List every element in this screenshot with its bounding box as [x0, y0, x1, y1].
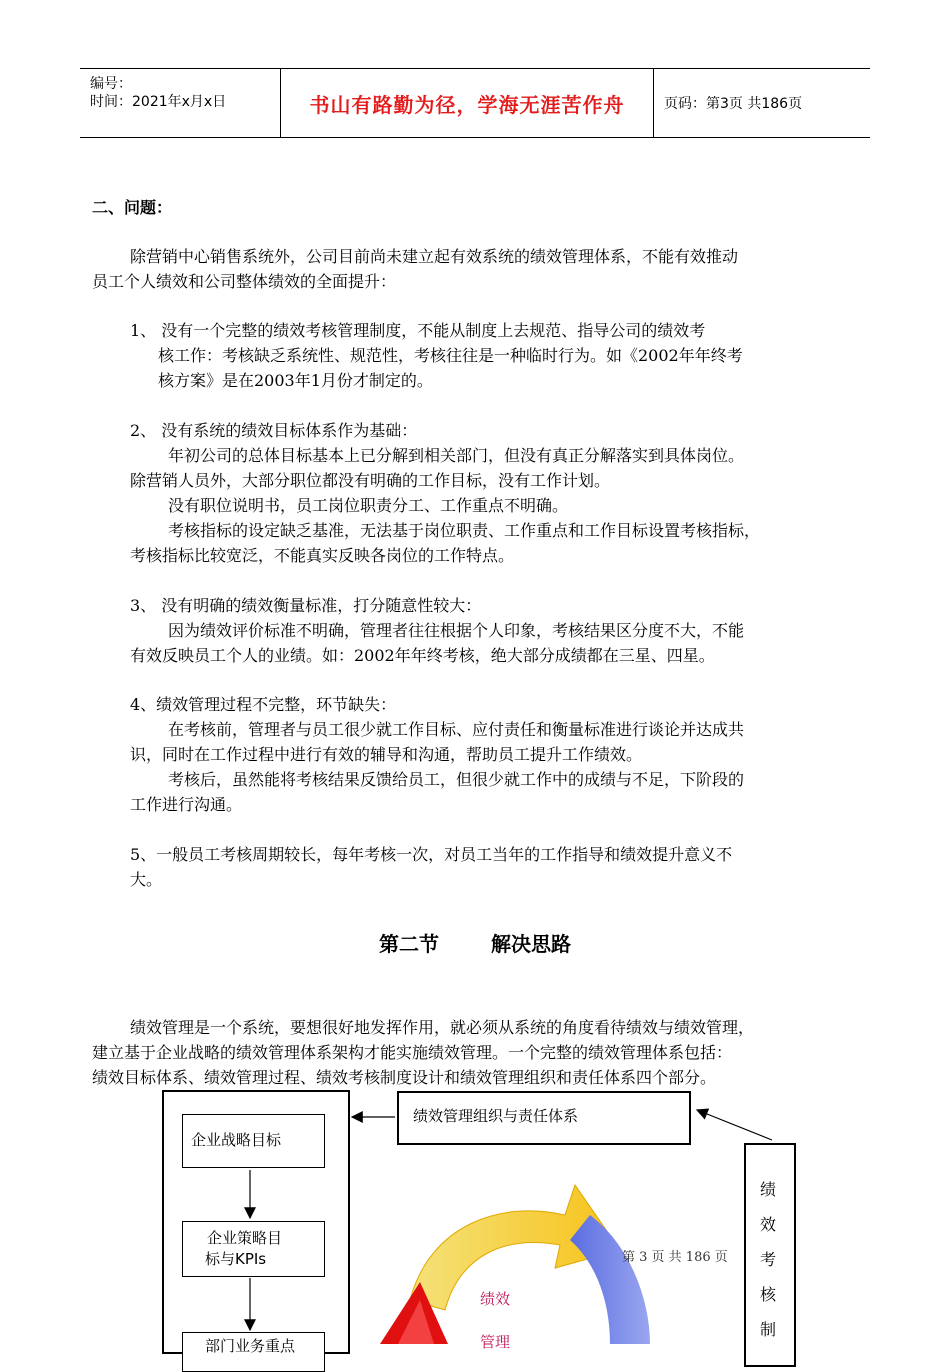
item5-line-2: 大。 — [130, 870, 163, 889]
kpi-label-2: 标与KPIs — [205, 1250, 267, 1268]
item1-line-2: 核工作：考核缺乏系统性、规范性，考核往往是一种临时行为。如《2002年年终考 — [158, 346, 743, 365]
item1-line-3: 核方案》是在2003年1月份才制定的。 — [158, 371, 433, 390]
cycle-label-2: 管理 — [480, 1333, 511, 1351]
blue-cycle-arc — [570, 1215, 650, 1344]
solution-line-1: 绩效管理是一个系统，要想很好地发挥作用，就必须从系统的角度看待绩效与绩效管理， — [130, 1018, 755, 1037]
arrow-system-to-org — [697, 1110, 772, 1140]
appraisal-system-label — [746, 1172, 790, 1347]
page-watermark: 第 3 页 共 186 页 — [622, 1250, 728, 1265]
vertical-char-2: 效 — [759, 1215, 776, 1234]
time-label: 时间：2021年x月x日 — [90, 94, 227, 110]
item2-line-5: 考核指标的设定缺乏基准，无法基于岗位职责、工作重点和工作目标设置考核指标， — [168, 521, 761, 540]
solution-line-2: 建立基于企业战略的绩效管理体系架构才能实施绩效管理。一个完整的绩效管理体系包括： — [92, 1043, 733, 1062]
intro-line-1: 除营销中心销售系统外，公司目前尚未建立起有效系统的绩效管理体系，不能有效推动 — [130, 247, 739, 266]
item4-line-2: 在考核前，管理者与员工很少就工作目标、应付责任和衡量标准进行谈论并达成共 — [168, 720, 745, 739]
section-number: 第二节 — [379, 932, 439, 956]
item2-line-2: 年初公司的总体目标基本上已分解到相关部门，但没有真正分解落实到具体岗位。 — [168, 446, 745, 465]
intro-line-2: 员工个人绩效和公司整体绩效的全面提升： — [92, 272, 397, 291]
kpi-label-1: 企业策略目 — [207, 1229, 283, 1247]
item1-line-1: 1、 没有一个完整的绩效考核管理制度，不能从制度上去规范、指导公司的绩效考 — [130, 321, 706, 340]
strategy-goal-label: 企业战略目标 — [191, 1131, 282, 1149]
vertical-char-5: 制 — [759, 1320, 776, 1339]
item2-line-1: 2、 没有系统的绩效目标体系作为基础： — [130, 421, 418, 440]
strategy-goal-box — [182, 1114, 325, 1168]
vertical-char-4: 核 — [759, 1285, 776, 1304]
solution-line-3: 绩效目标体系、绩效管理过程、绩效考核制度设计和绩效管理组织和责任体系四个部分。 — [92, 1068, 717, 1087]
kpi-box — [182, 1221, 325, 1277]
department-focus-box — [182, 1332, 325, 1372]
item2-line-6: 考核指标比较宽泛，不能真实反映各岗位的工作特点。 — [130, 546, 515, 565]
item5-line-1: 5、一般员工考核周期较长，每年考核一次，对员工当年的工作指导和绩效提升意义不 — [130, 845, 733, 864]
section-heading: 二、问题： — [92, 198, 173, 217]
page-number: 页码：第3页 共186页 — [664, 96, 803, 112]
item4-line-1: 4、绩效管理过程不完整，环节缺失： — [130, 695, 397, 714]
item4-line-5: 工作进行沟通。 — [130, 795, 243, 814]
item4-line-3: 识，同时在工作过程中进行有效的辅导和沟通，帮助员工提升工作绩效。 — [130, 745, 643, 764]
item4-line-4: 考核后，虽然能将考核结果反馈给员工，但很少就工作中的成绩与不足，下阶段的 — [168, 770, 745, 789]
item2-line-4: 没有职位说明书，员工岗位职责分工、工作重点不明确。 — [168, 496, 569, 515]
org-responsibility-label: 绩效管理组织与责任体系 — [413, 1107, 579, 1125]
item3-line-2: 因为绩效评价标准不明确，管理者往往根据个人印象，考核结果区分度不大，不能 — [168, 621, 745, 640]
org-responsibility-box — [397, 1091, 691, 1145]
cycle-label-1: 绩效 — [480, 1290, 511, 1308]
section-name: 解决思路 — [491, 932, 571, 956]
department-focus-label: 部门业务重点 — [205, 1337, 296, 1355]
vertical-char-1: 绩 — [759, 1180, 776, 1199]
item2-line-3: 除营销人员外，大部分职位都没有明确的工作目标，没有工作计划。 — [130, 471, 611, 490]
item3-line-3: 有效反映员工个人的业绩。如：2002年年终考核，绝大部分成绩都在三星、四星。 — [130, 646, 715, 665]
header-motto: 书山有路勤为径，学海无涯苦作舟 — [309, 92, 625, 117]
number-label: 编号： — [90, 76, 132, 92]
item3-line-1: 3、 没有明确的绩效衡量标准，打分随意性较大： — [130, 596, 482, 615]
vertical-char-3: 考 — [759, 1250, 776, 1269]
